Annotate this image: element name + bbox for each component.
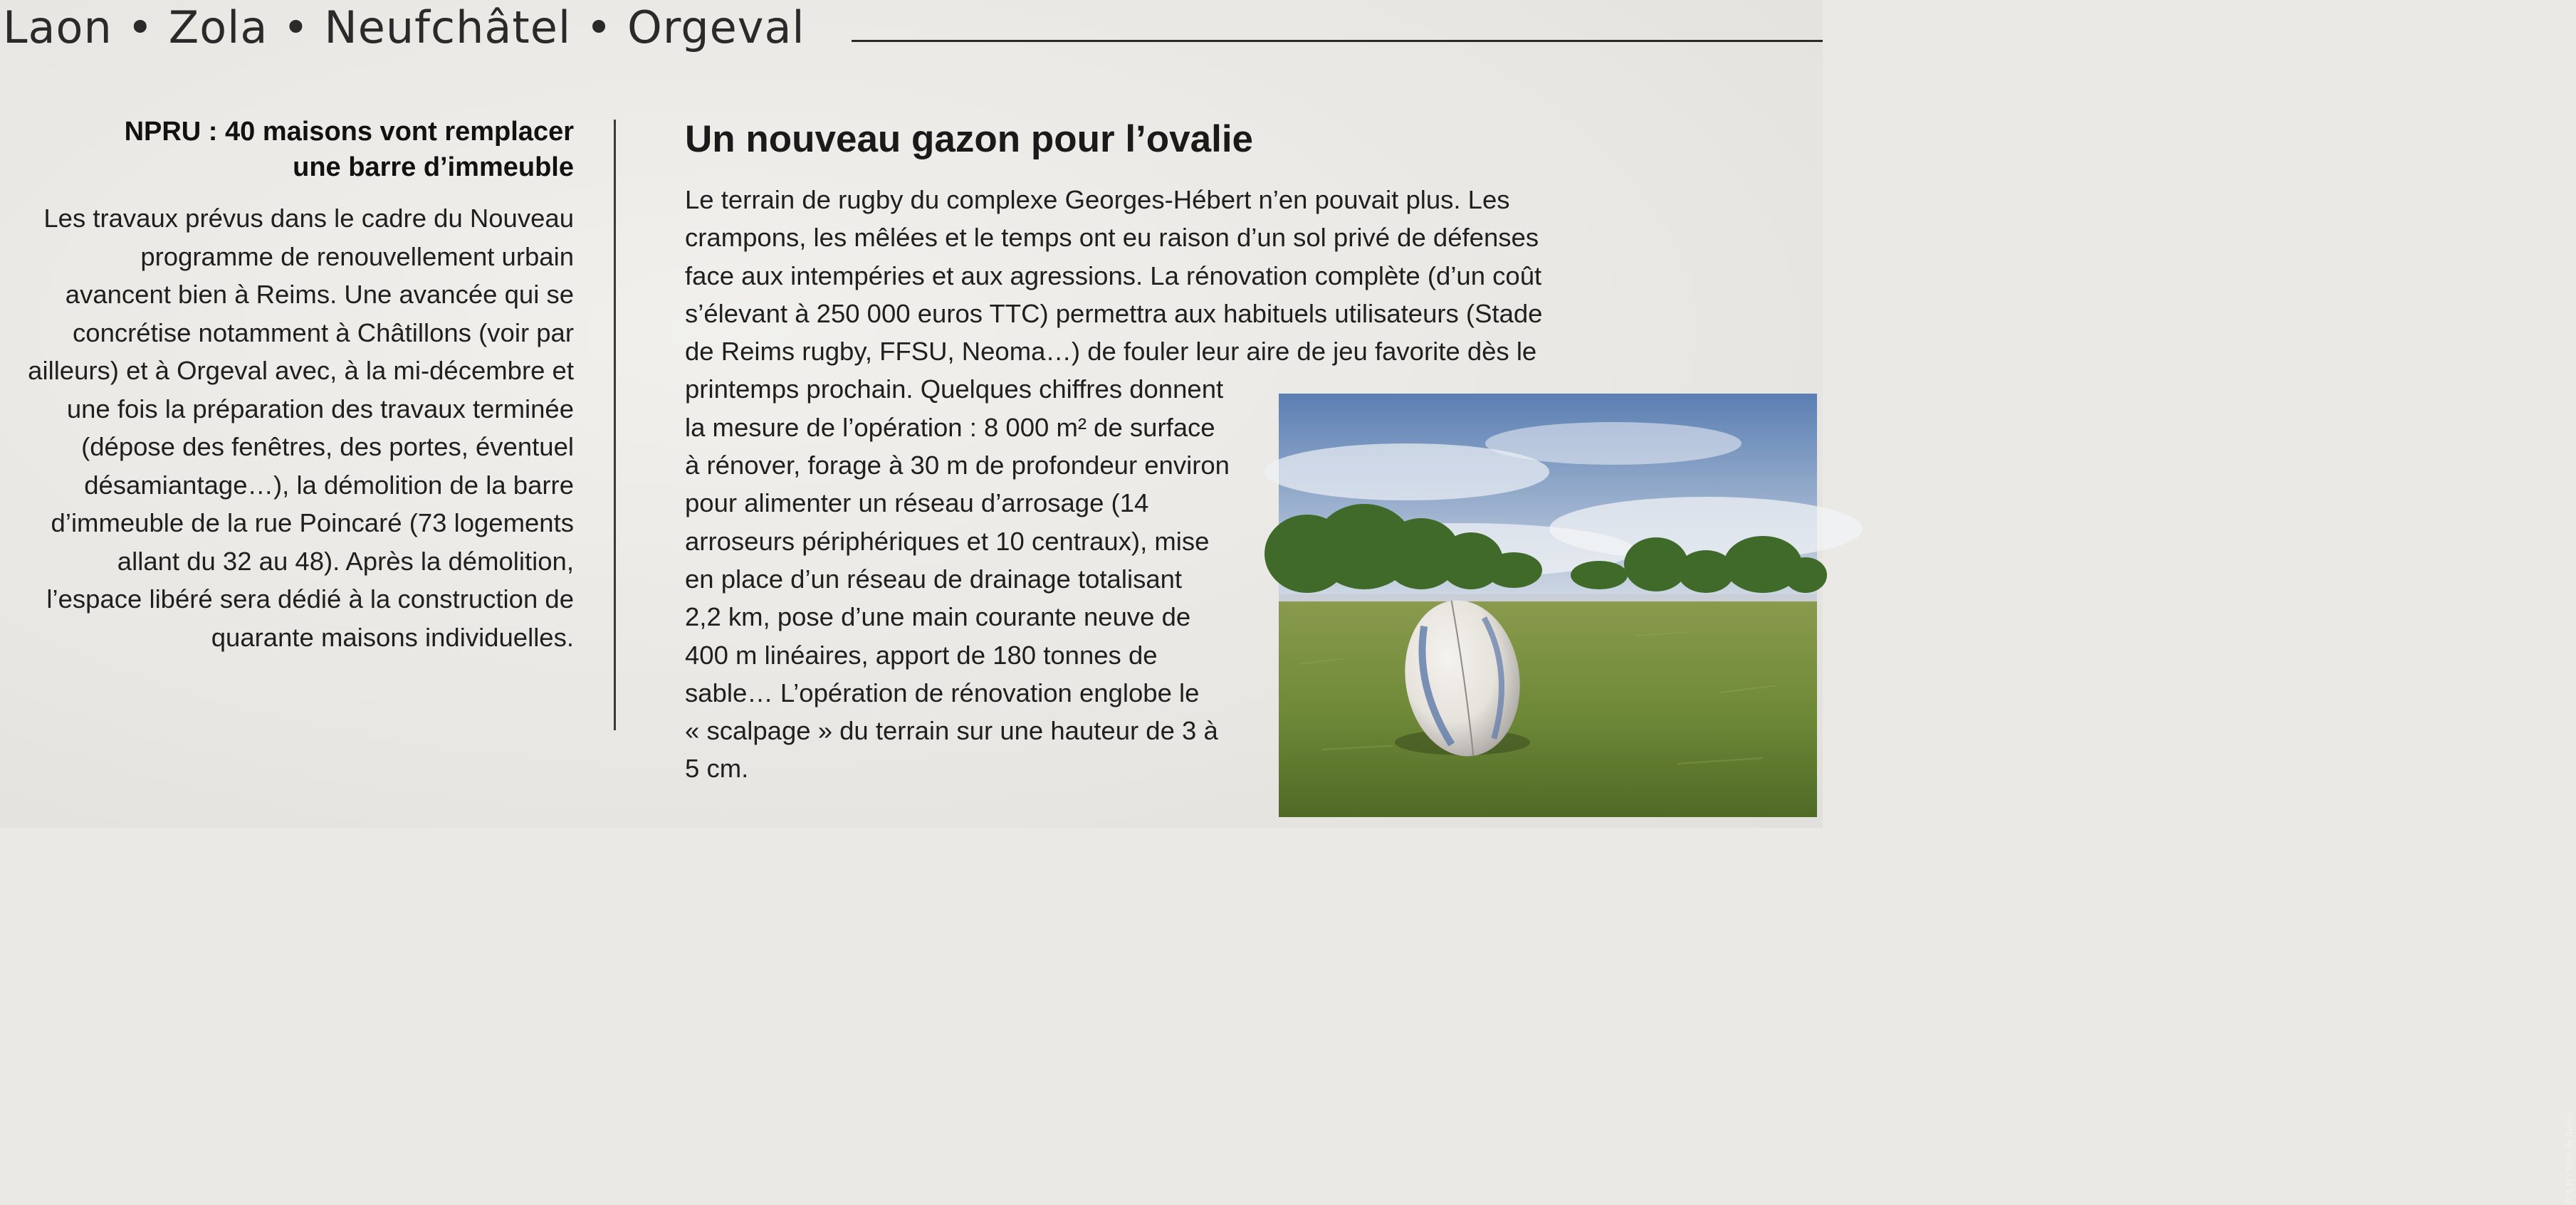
body-line: une fois la préparation des travaux terminée	[66, 394, 574, 423]
body-line: pour alimenter un réseau d’arrosage (14	[685, 488, 1149, 518]
rugby-ball-photo	[1279, 394, 2575, 1205]
body-line: programme de renouvellement urbain	[140, 241, 574, 271]
body-line: la mesure de l’opération : 8 000 m² de surface	[685, 412, 1215, 442]
body-line: sable… L’opération de rénovation englobe le	[685, 678, 1200, 707]
body-line: d’immeuble de la rue Poincaré (73 logements	[51, 508, 574, 537]
body-line: 2,2 km, pose d’une main courante neuve de	[685, 602, 1191, 632]
body-line: désamiantage…), la démolition de la barre	[84, 470, 574, 500]
body-line: « scalpage » du terrain sur une hauteur de 3 à	[685, 716, 1218, 746]
body-line: quarante maisons individuelles.	[211, 622, 574, 652]
body-line: face aux intempéries et aux agressions. La rénovation complète (d’un coût	[685, 261, 1542, 290]
header-rule	[852, 40, 1823, 42]
left-article	[0, 114, 574, 656]
body-line: avancent bien à Reims. Une avancée qui se	[65, 280, 574, 309]
left-article-body	[0, 199, 574, 656]
headline-line: une barre d’immeuble	[293, 152, 574, 182]
page-header	[0, 0, 1823, 64]
body-line: s’élevant à 250 000 euros TTC) permettra aux habituels utilisateurs (Stade	[685, 298, 1543, 328]
body-line: allant du 32 au 48). Après la démolition,	[117, 546, 574, 576]
body-line: en place d’un réseau de drainage totalisant	[685, 564, 1183, 594]
photo-illustration	[1279, 394, 1817, 817]
body-line: crampons, les mêlées et le temps ont eu raison d’un sol privé de défenses	[685, 223, 1539, 253]
body-line: à rénover, forage à 30 m de profondeur environ	[685, 451, 1230, 480]
section-title: Laon • Zola • Neufchâtel • Orgeval	[3, 1, 805, 53]
body-line: arroseurs périphériques et 10 centraux), mise	[685, 526, 1210, 556]
column-divider	[614, 120, 616, 730]
photo-credit: © A.H / Ville de Reims	[2565, 1112, 2575, 1205]
body-line: printemps prochain. Quelques chiffres donnent	[685, 374, 1224, 404]
body-line: Le terrain de rugby du complexe Georges-Hébert n’en pouvait plus. Les	[685, 185, 1510, 214]
body-line: Les travaux prévus dans le cadre du Nouveau	[43, 204, 574, 233]
body-line: ailleurs) et à Orgeval avec, à la mi-décembre et	[28, 356, 574, 385]
left-article-headline	[0, 114, 574, 185]
right-article-title: Un nouveau gazon pour l’ovalie	[685, 118, 1254, 160]
body-line: l’espace libéré sera dédié à la construction de	[46, 584, 574, 614]
body-line: (dépose des fenêtres, des portes, éventuel	[81, 432, 574, 461]
body-line: de Reims rugby, FFSU, Neoma…) de fouler leur aire de jeu favorite dès le	[685, 337, 1537, 367]
body-line: 400 m linéaires, apport de 180 tonnes de	[685, 640, 1158, 670]
body-line: concrétise notamment à Châtillons (voir par	[73, 317, 574, 347]
body-line: 5 cm.	[685, 754, 749, 784]
headline-line: NPRU : 40 maisons vont remplacer	[124, 117, 574, 147]
